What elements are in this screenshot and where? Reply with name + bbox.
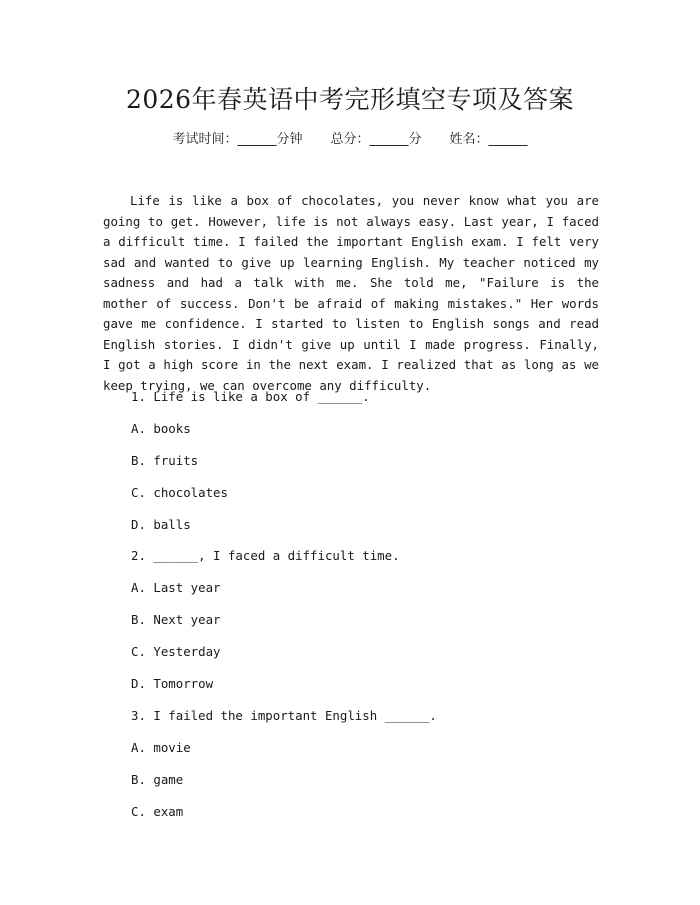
time-unit: 分钟 [276,132,303,147]
question-3-stem: 3. I failed the important English ______. [131,708,437,723]
question-3-option-b: B. game [131,772,184,787]
score-label: 总分： [330,132,370,147]
question-1-stem: 1. Life is like a box of ______. [131,389,370,404]
question-2-option-a: A. Last year [131,580,221,595]
exam-meta-line [0,131,700,149]
question-3-option-a: A. movie [131,740,191,755]
question-3-option-c: C. exam [131,804,184,819]
name-blank: ______ [488,132,528,147]
question-1-option-c: C. chocolates [131,485,228,500]
score-unit: 分 [408,132,422,147]
question-2-stem: 2. ______, I faced a difficult time. [131,548,400,563]
reading-passage: Life is like a box of chocolates, you never know what you are going to get. However, life is not always easy. Last year, I faced a difficult time. I failed the important English exam. I felt very sad and wanted to give up learning English. My teacher noticed my sadness and had a talk with me. She told me, "Failure is the mother of success. Don't be afraid of making mistakes." Her words gave me confidence. I started to listen to English songs and read English stories. I didn't give up until I made progress. Finally, I got a high score in the next exam. I realized that as long as we keep trying, we can overcome any difficulty. [103,193,599,393]
document-title: 2026年春英语中考完形填空专项及答案 [125,85,575,114]
question-2-option-d: D. Tomorrow [131,676,214,691]
name-label: 姓名： [449,132,489,147]
question-1-option-d: D. balls [131,517,191,532]
question-2-option-b: B. Next year [131,612,221,627]
time-blank: ______ [237,132,277,147]
question-1-option-a: A. books [131,421,191,436]
question-2-option-c: C. Yesterday [131,644,221,659]
question-1-option-b: B. fruits [131,453,199,468]
score-blank: ______ [369,132,409,147]
time-label: 考试时间： [172,132,238,147]
